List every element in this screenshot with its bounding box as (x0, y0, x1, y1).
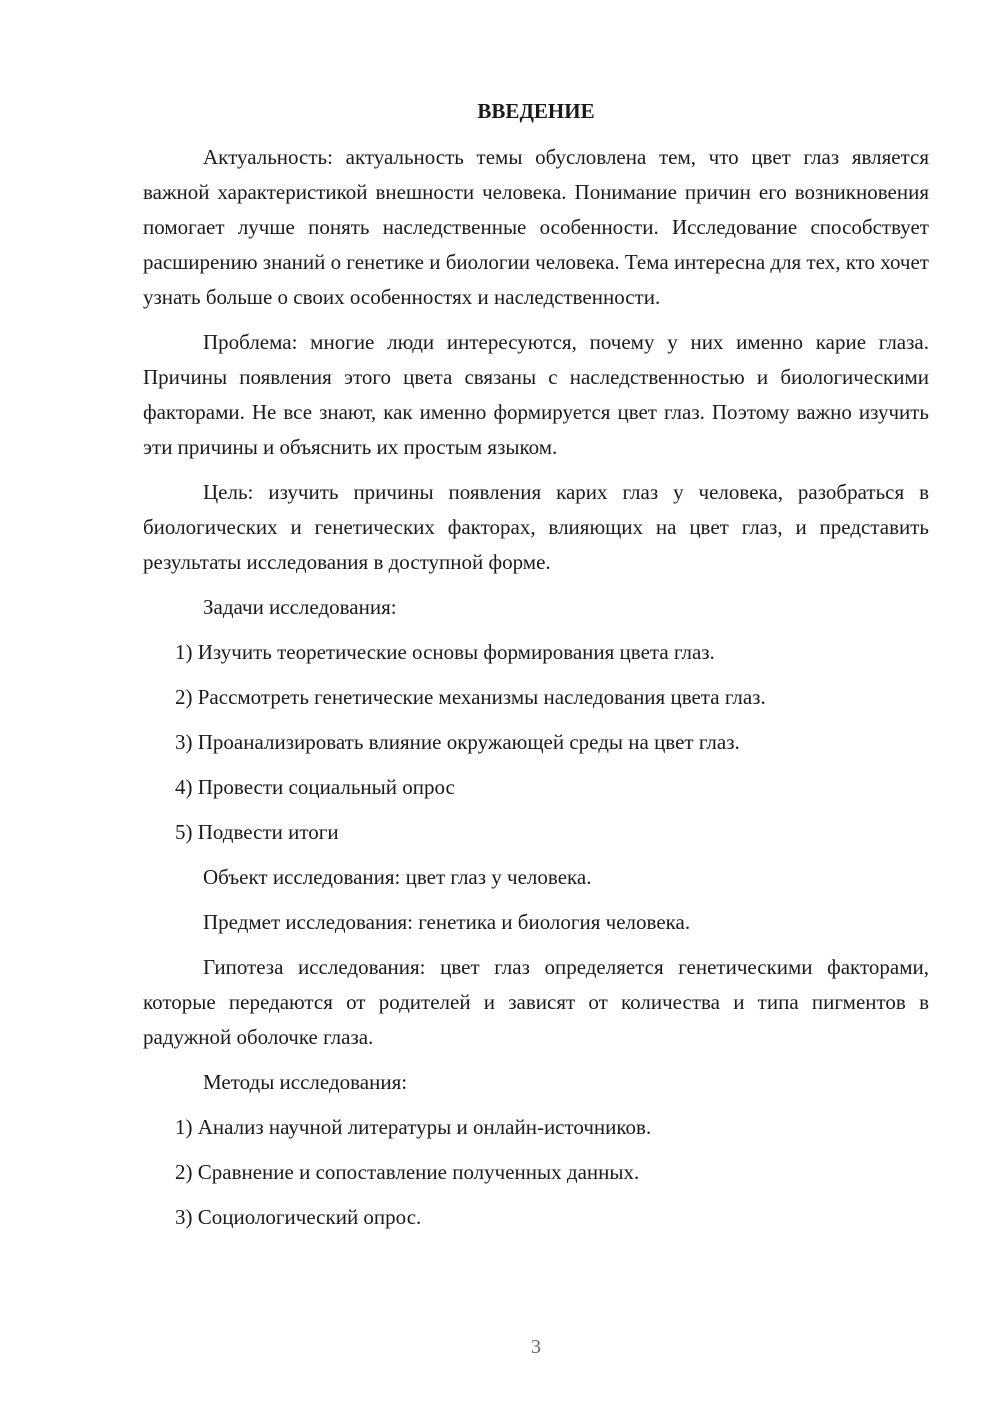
methods-list (143, 1110, 929, 1235)
tasks-list (143, 635, 929, 850)
task-item: 2) Рассмотреть генетические механизмы наследования цвета глаз. (175, 685, 766, 709)
object-line: Объект исследования: цвет глаз у человека. (203, 865, 592, 889)
page-content (143, 96, 929, 1245)
method-item: 2) Сравнение и сопоставление полученных данных. (175, 1160, 640, 1184)
task-item: 3) Проанализировать влияние окружающей среды на цвет глаз. (175, 730, 740, 754)
method-item: 3) Социологический опрос. (175, 1205, 422, 1229)
task-item: 4) Провести социальный опрос (175, 775, 455, 799)
tasks-heading: Задачи исследования: (203, 595, 397, 619)
methods-heading: Методы исследования: (203, 1070, 408, 1094)
hypothesis-paragraph: Гипотеза исследования: цвет глаз определяется генетическими факторами, которые передаются от родителей и зависят от количества и типа пигментов в радужной оболочке глаза. (143, 955, 929, 1049)
problem-paragraph: Проблема: многие люди интересуются, почему у них именно карие глаза. Причины появления этого цвета связаны с наследственностью и биологическими факторами. Не все знают, как именно формируется цвет глаз. Поэтому важно изучить эти причины и объяснить их простым языком. (143, 330, 929, 459)
method-item: 1) Анализ научной литературы и онлайн-источников. (175, 1115, 652, 1139)
page-number: 3 (531, 1336, 541, 1358)
goal-paragraph: Цель: изучить причины появления карих глаз у человека, разобраться в биологических и генетических факторах, влияющих на цвет глаз, и представить результаты исследования в доступной форме. (143, 480, 929, 574)
relevance-paragraph: Актуальность: актуальность темы обусловлена тем, что цвет глаз является важной характеристикой внешности человека. Понимание причин его возникновения помогает лучше понять наследственные особенности. Исследование способствует расширению знаний о генетике и биологии человека. Тема интересна для тех, кто хочет узнать больше о своих особенностях и наследственности. (143, 145, 929, 309)
section-title: ВВЕДЕНИЕ (477, 99, 595, 123)
task-item: 1) Изучить теоретические основы формирования цвета глаз. (175, 640, 715, 664)
subject-line: Предмет исследования: генетика и биология человека. (203, 910, 691, 934)
task-item: 5) Подвести итоги (175, 820, 339, 844)
